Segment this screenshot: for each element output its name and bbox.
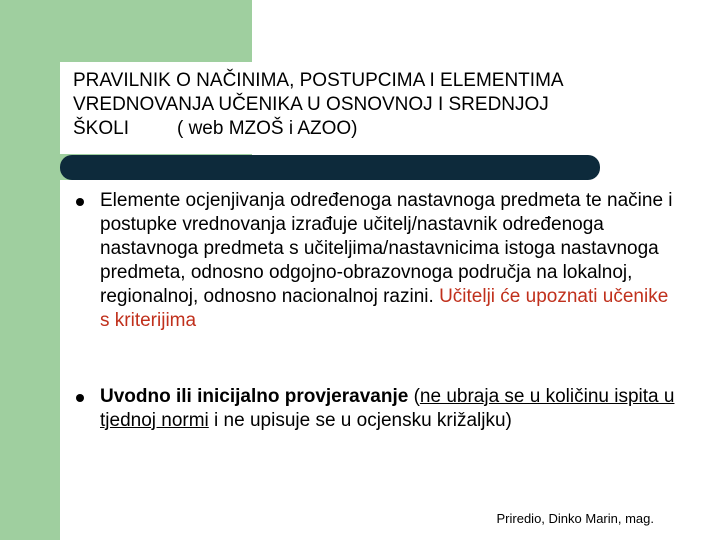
title-line-3-start: ŠKOLI (73, 118, 129, 139)
title-line-3-source: ( web MZOŠ i AZOO) (176, 118, 358, 139)
bullet-2-bold: Uvodno ili inicijalno provjeravanje (100, 386, 409, 407)
title-divider-bar (60, 155, 600, 180)
bullet-item-2 (76, 385, 676, 433)
bullet-dot-icon (76, 394, 84, 402)
bullet-2-text (100, 385, 676, 433)
author-footer: Priredio, Dinko Marin, mag. (496, 511, 654, 526)
bullet-2-rest: i ne upisuje se u ocjensku križaljku) (208, 410, 512, 431)
bullet-1-highlight: Učitelji će upoznati učenike s kriterijima (100, 286, 669, 331)
title-line-2: VREDNOVANJA UČENIKA U OSNOVNOJ I SREDNJOJ (73, 94, 549, 115)
bullet-2-paren: ( (408, 386, 420, 407)
slide-title (73, 69, 693, 141)
bullet-1-text (100, 189, 676, 333)
title-line-1: PRAVILNIK O NAČINIMA, POSTUPCIMA I ELEMENTIMA (73, 70, 564, 91)
bullet-item-1 (76, 189, 676, 333)
bullet-dot-icon (76, 198, 84, 206)
bullet-1-body: Elemente ocjenjivanja određenoga nastavnoga predmeta te načine i postupke vrednovanja izrađuje učitelj/nastavnik određenoga nastavnoga predmeta s učiteljima/nastavnicima istoga nastavnoga predmeta, odnosno odgojno-obrazovnoga područja na lokalnoj, regionalnoj, odnosno nacionalnoj razini. (100, 190, 673, 307)
bullet-2-underlined: ne ubraja se u količinu ispita u tjednoj normi (100, 386, 675, 431)
